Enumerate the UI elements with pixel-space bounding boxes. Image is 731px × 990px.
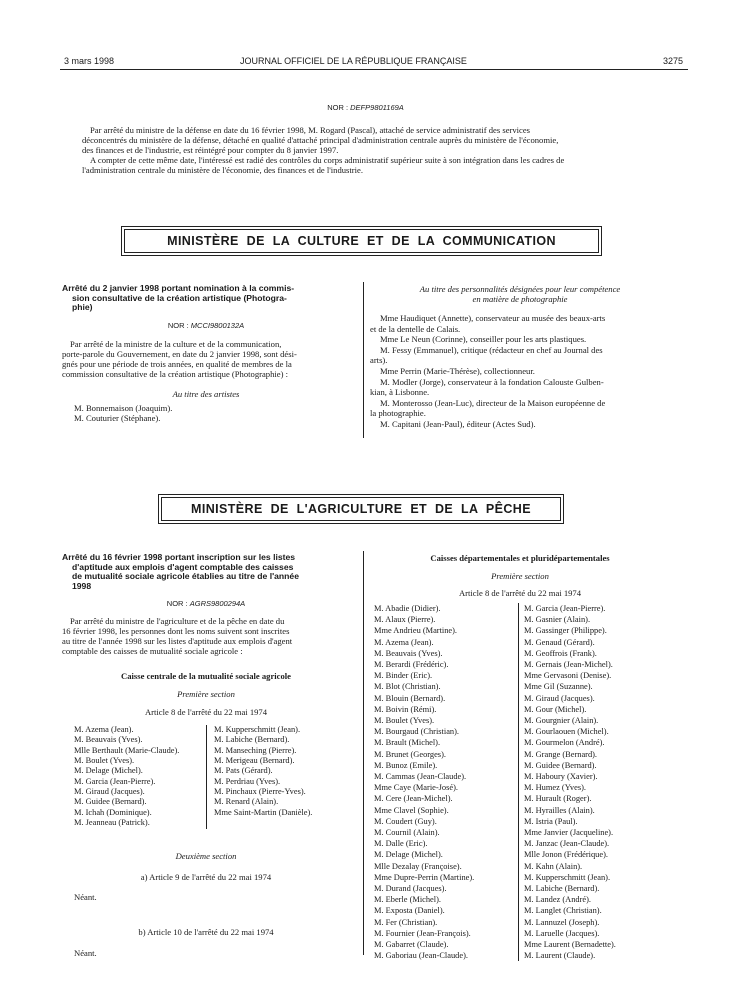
- list-item: M. Gaboriau (Jean-Claude).: [374, 951, 468, 961]
- artistes-list: M. Bonnemaison (Joaquim). M. Couturier (Stéphane).: [74, 402, 173, 423]
- list-item: Mme Gervasoni (Denise).: [524, 671, 612, 681]
- list-item: M. Perdriau (Yves).: [214, 776, 281, 786]
- list-item: M. Genaud (Gérard).: [524, 637, 595, 647]
- list-item: M. Brault (Michel).: [374, 738, 441, 748]
- list-item: M. Boivin (Rémi).: [374, 704, 437, 714]
- caisse-centrale-heading: Caisse centrale de la mutualité sociale agricole: [121, 671, 291, 681]
- list-item: M. Janzac (Jean-Claude).: [524, 839, 610, 849]
- culture-paragraph: Par arrêté de la ministre de la culture et de la communication, porte-parole du Gouvernement, en date du 2 janvier 1998, sont dési- gnés pour une période de trois années, en qualité de membres de la commission consultative de la création artistique (Photographie) :: [62, 338, 297, 379]
- list-item: M. Gourgnier (Alain).: [524, 716, 599, 726]
- caisses-dept-heading: Caisses départementales et pluridépartementales: [430, 553, 610, 563]
- list-item: M. Boulet (Yves).: [374, 716, 435, 726]
- list-item: Mme Andrieu (Martine).: [374, 626, 458, 636]
- list-item: M. Geoffrois (Frank).: [524, 648, 597, 658]
- agriculture-right-column: [370, 553, 670, 963]
- premiere-section-heading: Première section: [177, 689, 235, 699]
- list-item: M. Gourlaouen (Michel).: [524, 727, 609, 737]
- caisses-dept-lists: [370, 603, 670, 963]
- list-item: M. Hurault (Roger).: [524, 794, 592, 804]
- article-9-heading: a) Article 9 de l'arrêté du 22 mai 1974: [140, 872, 272, 882]
- culture-nor: NOR : MCCI9800132A: [167, 320, 245, 330]
- list-item: M. Istria (Paul).: [524, 816, 578, 826]
- list-item: M. Gasnier (Alain).: [524, 615, 591, 625]
- list-item: Mme Janvier (Jacqueline).: [524, 828, 614, 838]
- list-item: M. Beauvais (Yves).: [74, 735, 143, 745]
- list-item: M. Grange (Bernard).: [524, 749, 598, 759]
- personalites-list: Mme Haudiquet (Annette), conservateur au musée des beaux-arts et de la dentelle de Calais. Mme Le Neun (Corinne), conseiller pour les arts plastiques. M. Fessy (Emmanuel), critique (rédacteur en chef au Journal des arts). Mme Perrin (Marie-Thérèse), collectionneur. M. Modler (Jorge), conservateur à la fondation Calouste Gulben- kian, à Lisbonne. M. Monterosso (Jean-Luc), directeur de la Maison européenne de la photographie. M. Capitani (Jean-Paul), éditeur (Actes Sud).: [370, 313, 606, 429]
- deuxieme-section-heading: Deuxième section: [175, 851, 237, 861]
- agriculture-paragraph: Par arrêté du ministre de l'agriculture et de la pêche en date du 16 février 1998, les personnes dont les noms suivent sont inscrites au titre de l'année 1998 sur les listes d'aptitude aux emplois d'agent comptable des caisses de mutualité sociale agricole :: [62, 616, 293, 656]
- list-item: M. Humez (Yves).: [524, 783, 586, 793]
- list-item: M. Garcia (Jean-Pierre).: [74, 776, 156, 786]
- list-item: M. Labiche (Bernard).: [524, 884, 600, 894]
- list-item: M. Manseching (Pierre).: [214, 745, 297, 755]
- list-item: M. Dalle (Eric).: [374, 839, 428, 849]
- list-item: Mme Caye (Marie-José).: [374, 783, 458, 793]
- personalites-heading: Au titre des personnalités désignées pour leur compétence en matière de photographie: [419, 284, 621, 304]
- premiere-section-2-heading: Première section: [491, 571, 549, 581]
- caisse-centrale-col2: [214, 725, 312, 818]
- list-item: M. Blouin (Bernard).: [374, 693, 446, 703]
- neant-9: Néant.: [74, 892, 97, 902]
- list-item: M. Gabarret (Claude).: [374, 940, 449, 950]
- list-item: Mme Laurent (Bernadette).: [524, 940, 616, 950]
- list-item: M. Jeanneau (Patrick).: [74, 818, 150, 828]
- list-item: Mme Clavel (Sophie).: [374, 805, 449, 815]
- list-item: M. Merigeau (Bernard).: [214, 756, 295, 766]
- caisse-centrale-lists: [62, 725, 350, 831]
- list-item: M. Giraud (Jacques).: [524, 693, 595, 703]
- list-item: M. Renard (Alain).: [214, 797, 279, 807]
- article-8-2-heading: Article 8 de l'arrêté du 22 mai 1974: [458, 588, 582, 598]
- list-item: M. Gourmelon (André).: [524, 738, 605, 748]
- list-item: M. Pats (Gérard).: [214, 766, 273, 776]
- article-8-heading: Article 8 de l'arrêté du 22 mai 1974: [144, 707, 268, 717]
- agriculture-column-divider: [363, 551, 364, 955]
- list-item: Mlle Dezalay (Françoise).: [374, 861, 462, 871]
- list-item: M. Hyrailles (Alain).: [524, 805, 595, 815]
- header-date: 3 mars 1998: [64, 56, 115, 66]
- list-item: M. Guidee (Bernard).: [524, 760, 597, 770]
- header-page-number: 3275: [663, 56, 684, 66]
- list-item: M. Binder (Eric).: [374, 671, 433, 681]
- list-item: M. Beauvais (Yves).: [374, 648, 443, 658]
- list-item: M. Kupperschmitt (Jean).: [524, 872, 611, 882]
- culture-column-divider: [363, 282, 364, 438]
- list-item: M. Fer (Christian).: [374, 917, 438, 927]
- agriculture-ministry-banner: MINISTÈRE DE L'AGRICULTURE ET DE LA PÊCHE: [158, 494, 564, 524]
- list-item: M. Cournil (Alain).: [374, 828, 440, 838]
- list-item: M. Alaux (Pierre).: [374, 615, 436, 625]
- list-item: M. Gour (Michel).: [524, 704, 587, 714]
- neant-10: Néant.: [74, 948, 97, 958]
- agriculture-nor: NOR : AGRS9800294A: [166, 599, 246, 608]
- list-item: M. Coudert (Guy).: [374, 816, 437, 826]
- list-item: M. Pinchaux (Pierre-Yves).: [214, 787, 306, 797]
- artistes-heading: Au titre des artistes: [172, 388, 240, 399]
- list-item: M. Laruelle (Jacques).: [524, 928, 600, 938]
- list-item: M. Garcia (Jean-Pierre).: [524, 604, 606, 613]
- list-item: M. Labiche (Bernard).: [214, 735, 290, 745]
- culture-arrete-title: Arrêté du 2 janvier 1998 portant nomination à la commis- sion consultative de la création artistique (Photogra- phie): [62, 283, 295, 312]
- header-rule: [60, 69, 688, 70]
- list-item: Mme Dupre-Perrin (Martine).: [374, 872, 475, 882]
- caisse-centrale-col1: [74, 725, 179, 828]
- list-item: M. Kahn (Alain).: [524, 861, 583, 871]
- list-item: M. Azema (Jean).: [74, 725, 134, 734]
- culture-left-column: [62, 284, 350, 423]
- list-item: M. Bunoz (Emile).: [374, 760, 438, 770]
- list-item: M. Delage (Michel).: [374, 850, 443, 860]
- agriculture-left-column: [62, 553, 350, 958]
- list-item: M. Gassinger (Philippe).: [524, 626, 607, 636]
- list-item: M. Abadie (Didier).: [374, 604, 441, 613]
- culture-right-column: [370, 284, 670, 430]
- list-item: M. Cammas (Jean-Claude).: [374, 772, 467, 782]
- article-10-heading: b) Article 10 de l'arrêté du 22 mai 1974: [138, 927, 274, 937]
- list-item: M. Berardi (Frédéric).: [374, 660, 449, 670]
- list-item: M. Boulet (Yves).: [74, 756, 135, 766]
- list-item: M. Azema (Jean).: [374, 637, 434, 647]
- defense-text: Par arrêté du ministre de la défense en date du 16 février 1998, M. Rogard (Pascal), attaché de service administratif des services déconcentrés du ministère de la défense, détaché en qualité d'attaché principal d'administration centrale auprès du ministère de l'économie, des finances et de l'industrie, est réintégré pour compter du 8 janvier 1997. A compter de cette même date, l'intéressé est radié des contrôles du corps administratif supérieur suite à son intégration dans les cadres de l'administration centrale du ministère de l'économie, des finances et de l'industrie.: [82, 125, 565, 175]
- list-item: M. Blot (Christian).: [374, 682, 441, 692]
- list-item: Mlle Jonon (Frédérique).: [524, 850, 608, 860]
- list-item: M. Fournier (Jean-François).: [374, 928, 471, 938]
- list-item: M. Brunet (Georges).: [374, 749, 446, 759]
- list-item: Mme Gil (Suzanne).: [524, 682, 593, 692]
- agriculture-arrete-title: Arrêté du 16 février 1998 portant inscription sur les listes d'aptitude aux emplois d'agent comptable des caisses de mutualité sociale agricole établies au titre de l'année 1998: [62, 552, 299, 591]
- list-item: Mlle Berthault (Marie-Claude).: [74, 745, 180, 755]
- list-item: M. Bourgaud (Christian).: [374, 727, 459, 737]
- header-journal: JOURNAL OFFICIEL DE LA RÉPUBLIQUE FRANÇAISE: [240, 56, 467, 66]
- list-item: M. Giraud (Jacques).: [74, 787, 145, 797]
- list-item: M. Kupperschmitt (Jean).: [214, 725, 301, 734]
- list-item: M. Cere (Jean-Michel).: [374, 794, 453, 804]
- list-item: M. Guidee (Bernard).: [74, 797, 147, 807]
- caisses-dept-col1: [374, 603, 474, 962]
- list-item: M. Eberle (Michel).: [374, 895, 441, 905]
- caisse-centrale-divider: [206, 725, 207, 829]
- defense-nor: NOR : DEFP9801169A: [327, 103, 404, 112]
- caisses-dept-col2: [524, 603, 616, 962]
- list-item: M. Durand (Jacques).: [374, 884, 447, 894]
- list-item: M. Landez (André).: [524, 895, 591, 905]
- list-item: M. Langlet (Christian).: [524, 906, 602, 916]
- list-item: M. Exposta (Daniel).: [374, 906, 445, 916]
- list-item: Mme Saint-Martin (Danièle).: [214, 807, 313, 817]
- list-item: M. Gernais (Jean-Michel).: [524, 660, 613, 670]
- list-item: M. Ichah (Dominique).: [74, 807, 152, 817]
- list-item: M. Lannuzel (Joseph).: [524, 917, 600, 927]
- culture-ministry-banner: MINISTÈRE DE LA CULTURE ET DE LA COMMUNICATION: [121, 226, 602, 256]
- caisses-dept-divider: [518, 603, 519, 961]
- list-item: M. Haboury (Xavier).: [524, 772, 598, 782]
- list-item: M. Delage (Michel).: [74, 766, 143, 776]
- list-item: M. Laurent (Claude).: [524, 951, 596, 961]
